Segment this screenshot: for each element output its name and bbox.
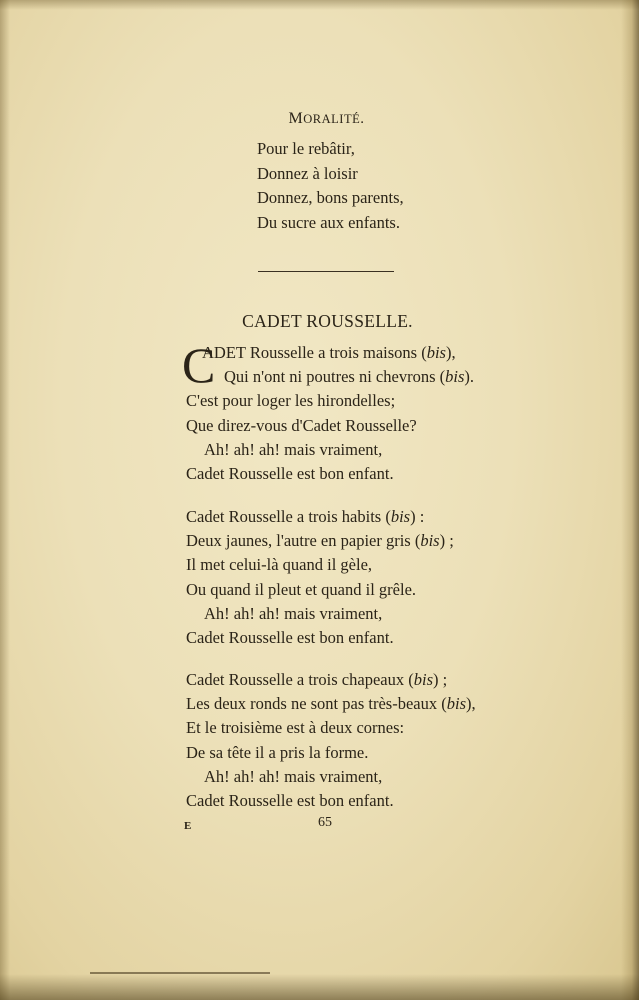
verse-line: Que direz-vous d'Cadet Rousselle?	[186, 415, 417, 435]
bis-marker: bis	[390, 507, 411, 526]
verse-text: ) ;	[439, 531, 454, 551]
signature-mark: E	[184, 820, 192, 832]
verse-line	[186, 692, 476, 716]
moralite-heading-cap: M	[288, 110, 304, 127]
page-shadow-left	[0, 0, 10, 1000]
refrain-line: Cadet Rousselle est bon enfant.	[186, 627, 394, 647]
refrain-line: Ah! ah! ah! mais vraiment,	[204, 439, 383, 459]
verse-text: Cadet Rousselle a trois chapeaux (	[186, 670, 414, 689]
page-shadow-top	[0, 0, 639, 10]
verse-line	[186, 505, 454, 529]
moralite-heading-period: .	[360, 111, 365, 127]
verse-text: ) ;	[433, 670, 448, 689]
verse-text: Cadet Rousselle a trois habits (	[186, 507, 391, 526]
bis-marker: bis	[446, 694, 466, 714]
verse-text: Les deux ronds ne sont pas très-beaux (	[186, 694, 447, 714]
stanza-1	[186, 341, 474, 486]
verse-line: Il met celui-là quand il gèle,	[186, 555, 373, 575]
verse-line: Ou quand il pleut et quand il grêle.	[186, 579, 417, 599]
refrain-line: Cadet Rousselle est bon enfant.	[186, 790, 394, 810]
verse-line: Du sucre aux enfants.	[257, 212, 400, 232]
verse-line: Donnez à loisir	[257, 163, 358, 183]
page-number: 65	[318, 815, 332, 830]
verse-line: Et le troisième est à deux cornes:	[186, 718, 405, 738]
bis-marker: bis	[420, 531, 440, 551]
song-title: CADET ROUSSELLE.	[242, 311, 413, 331]
refrain-line: Ah! ah! ah! mais vraiment,	[204, 603, 383, 623]
stanza-2	[186, 505, 454, 650]
page-shadow-bottom	[0, 974, 639, 1000]
verse-text: ADET Rousselle a trois maisons (	[202, 343, 427, 362]
verse-line	[186, 341, 474, 365]
moral-verse	[257, 137, 404, 235]
verse-text: ).	[464, 367, 474, 387]
bis-marker: bis	[413, 670, 433, 689]
verse-line: C'est pour loger les hirondelles;	[186, 391, 396, 411]
drop-cap: C	[182, 337, 216, 393]
verse-line: De sa tête il a pris la forme.	[186, 742, 369, 762]
verse-text: Deux jaunes, l'autre en papier gris (	[186, 531, 421, 551]
stanza-3	[186, 668, 476, 813]
bis-marker: bis	[445, 367, 465, 387]
refrain-line: Cadet Rousselle est bon enfant.	[186, 463, 394, 483]
moralite-heading	[0, 110, 639, 128]
section-divider	[258, 271, 394, 272]
verse-line	[186, 365, 474, 389]
bis-marker: bis	[426, 343, 446, 362]
verse-text: Qui n'ont ni poutres ni chevrons (	[224, 367, 446, 387]
refrain-line: Ah! ah! ah! mais vraiment,	[204, 766, 383, 786]
page-shadow-right	[621, 0, 639, 1000]
verse-line: Pour le rebâtir,	[257, 139, 355, 158]
verse-line	[186, 529, 454, 553]
verse-text: ) :	[410, 507, 425, 526]
moralite-heading-rest: ORALITÉ	[303, 112, 361, 126]
verse-text: ),	[445, 343, 456, 362]
scan-artifact-line	[90, 972, 270, 974]
verse-text: ),	[466, 694, 476, 714]
verse-line: Donnez, bons parents,	[257, 188, 404, 207]
verse-line	[186, 668, 476, 692]
